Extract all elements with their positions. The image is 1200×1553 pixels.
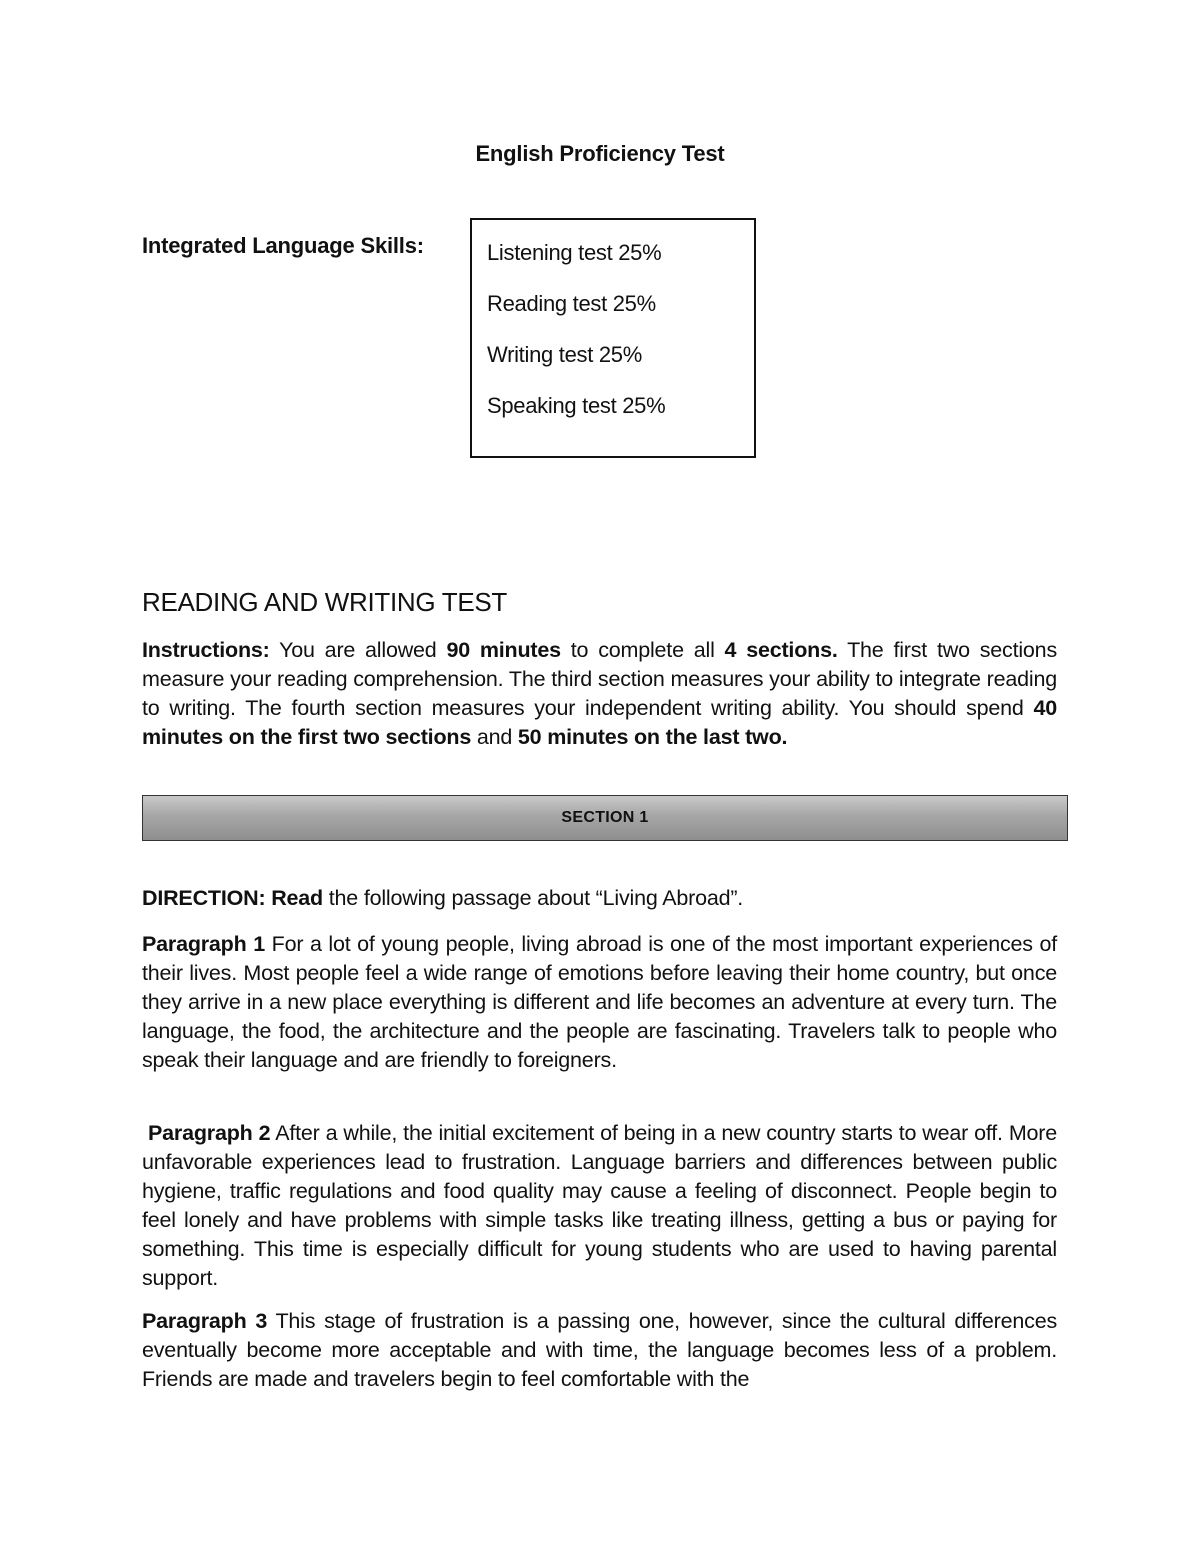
instructions-bold-1: 90 minutes: [446, 638, 561, 662]
direction-line: [142, 884, 1057, 913]
paragraph-1: [142, 930, 1057, 1075]
skills-item-listening: Listening test 25%: [487, 240, 662, 265]
skills-item-reading: Reading test 25%: [487, 291, 656, 316]
skills-item-speaking: Speaking test 25%: [487, 393, 666, 418]
section-1-bar: [142, 795, 1068, 841]
instructions-paragraph: [142, 636, 1057, 752]
skills-item-writing: Writing test 25%: [487, 342, 642, 367]
instructions-bold-2: 4 sections.: [724, 638, 838, 662]
paragraph-3: [142, 1307, 1057, 1394]
paragraph-3-text: This stage of frustration is a passing one, however, since the cultural differences eventually become more acceptable and with time, the language becomes less of a problem. Friends are made and travelers begin to feel comfortable with the: [142, 1309, 1057, 1391]
direction-bold-word: Read: [271, 886, 323, 910]
skills-label: Integrated Language Skills:: [142, 233, 424, 258]
section-1-label: SECTION 1: [561, 809, 649, 826]
instructions-bold-4: 50 minutes on the last two.: [517, 725, 788, 749]
paragraph-2-label: Paragraph 2: [148, 1121, 271, 1145]
instructions-text-2: to complete all: [560, 638, 725, 662]
instructions-label: Instructions:: [142, 638, 270, 662]
paragraph-1-label: Paragraph 1: [142, 932, 265, 956]
reading-writing-heading: READING AND WRITING TEST: [142, 587, 508, 617]
direction-text: the following passage about “Living Abroad”.: [322, 886, 744, 910]
paragraph-1-text: For a lot of young people, living abroad is one of the most important experiences of their lives. Most people feel a wide range of emotions before leaving their home country, but once they arrive in a new place everything is different and life becomes an adventure at every turn. The language, the food, the architecture and the people are fascinating. Travelers talk to people who speak their language and are friendly to foreigners.: [142, 932, 1057, 1072]
instructions-text-3: The first two sections measure your reading comprehension. The third section measures your ability to integrate reading to writing. The fourth section measures your independent writing ability. You should spend: [142, 638, 1057, 720]
document-title: English Proficiency Test: [475, 141, 725, 166]
paragraph-2: [142, 1119, 1057, 1293]
direction-label: DIRECTION:: [142, 886, 266, 910]
skills-box: [470, 218, 756, 458]
paragraph-2-text: After a while, the initial excitement of being in a new country starts to wear off. More unfavorable experiences lead to frustration. Language barriers and differences between public hygiene, traffic regulations and food quality may cause a feeling of disconnect. People begin to feel lonely and have problems with simple tasks like treating illness, getting a bus or paying for something. This time is especially difficult for young students who are used to having parental support.: [142, 1121, 1058, 1290]
instructions-text-1: You are allowed: [269, 638, 447, 662]
instructions-text-4: and: [471, 725, 518, 749]
instructions-bold-3: 40 minutes on the first two sections: [142, 696, 1057, 749]
paragraph-3-label: Paragraph 3: [142, 1309, 268, 1333]
